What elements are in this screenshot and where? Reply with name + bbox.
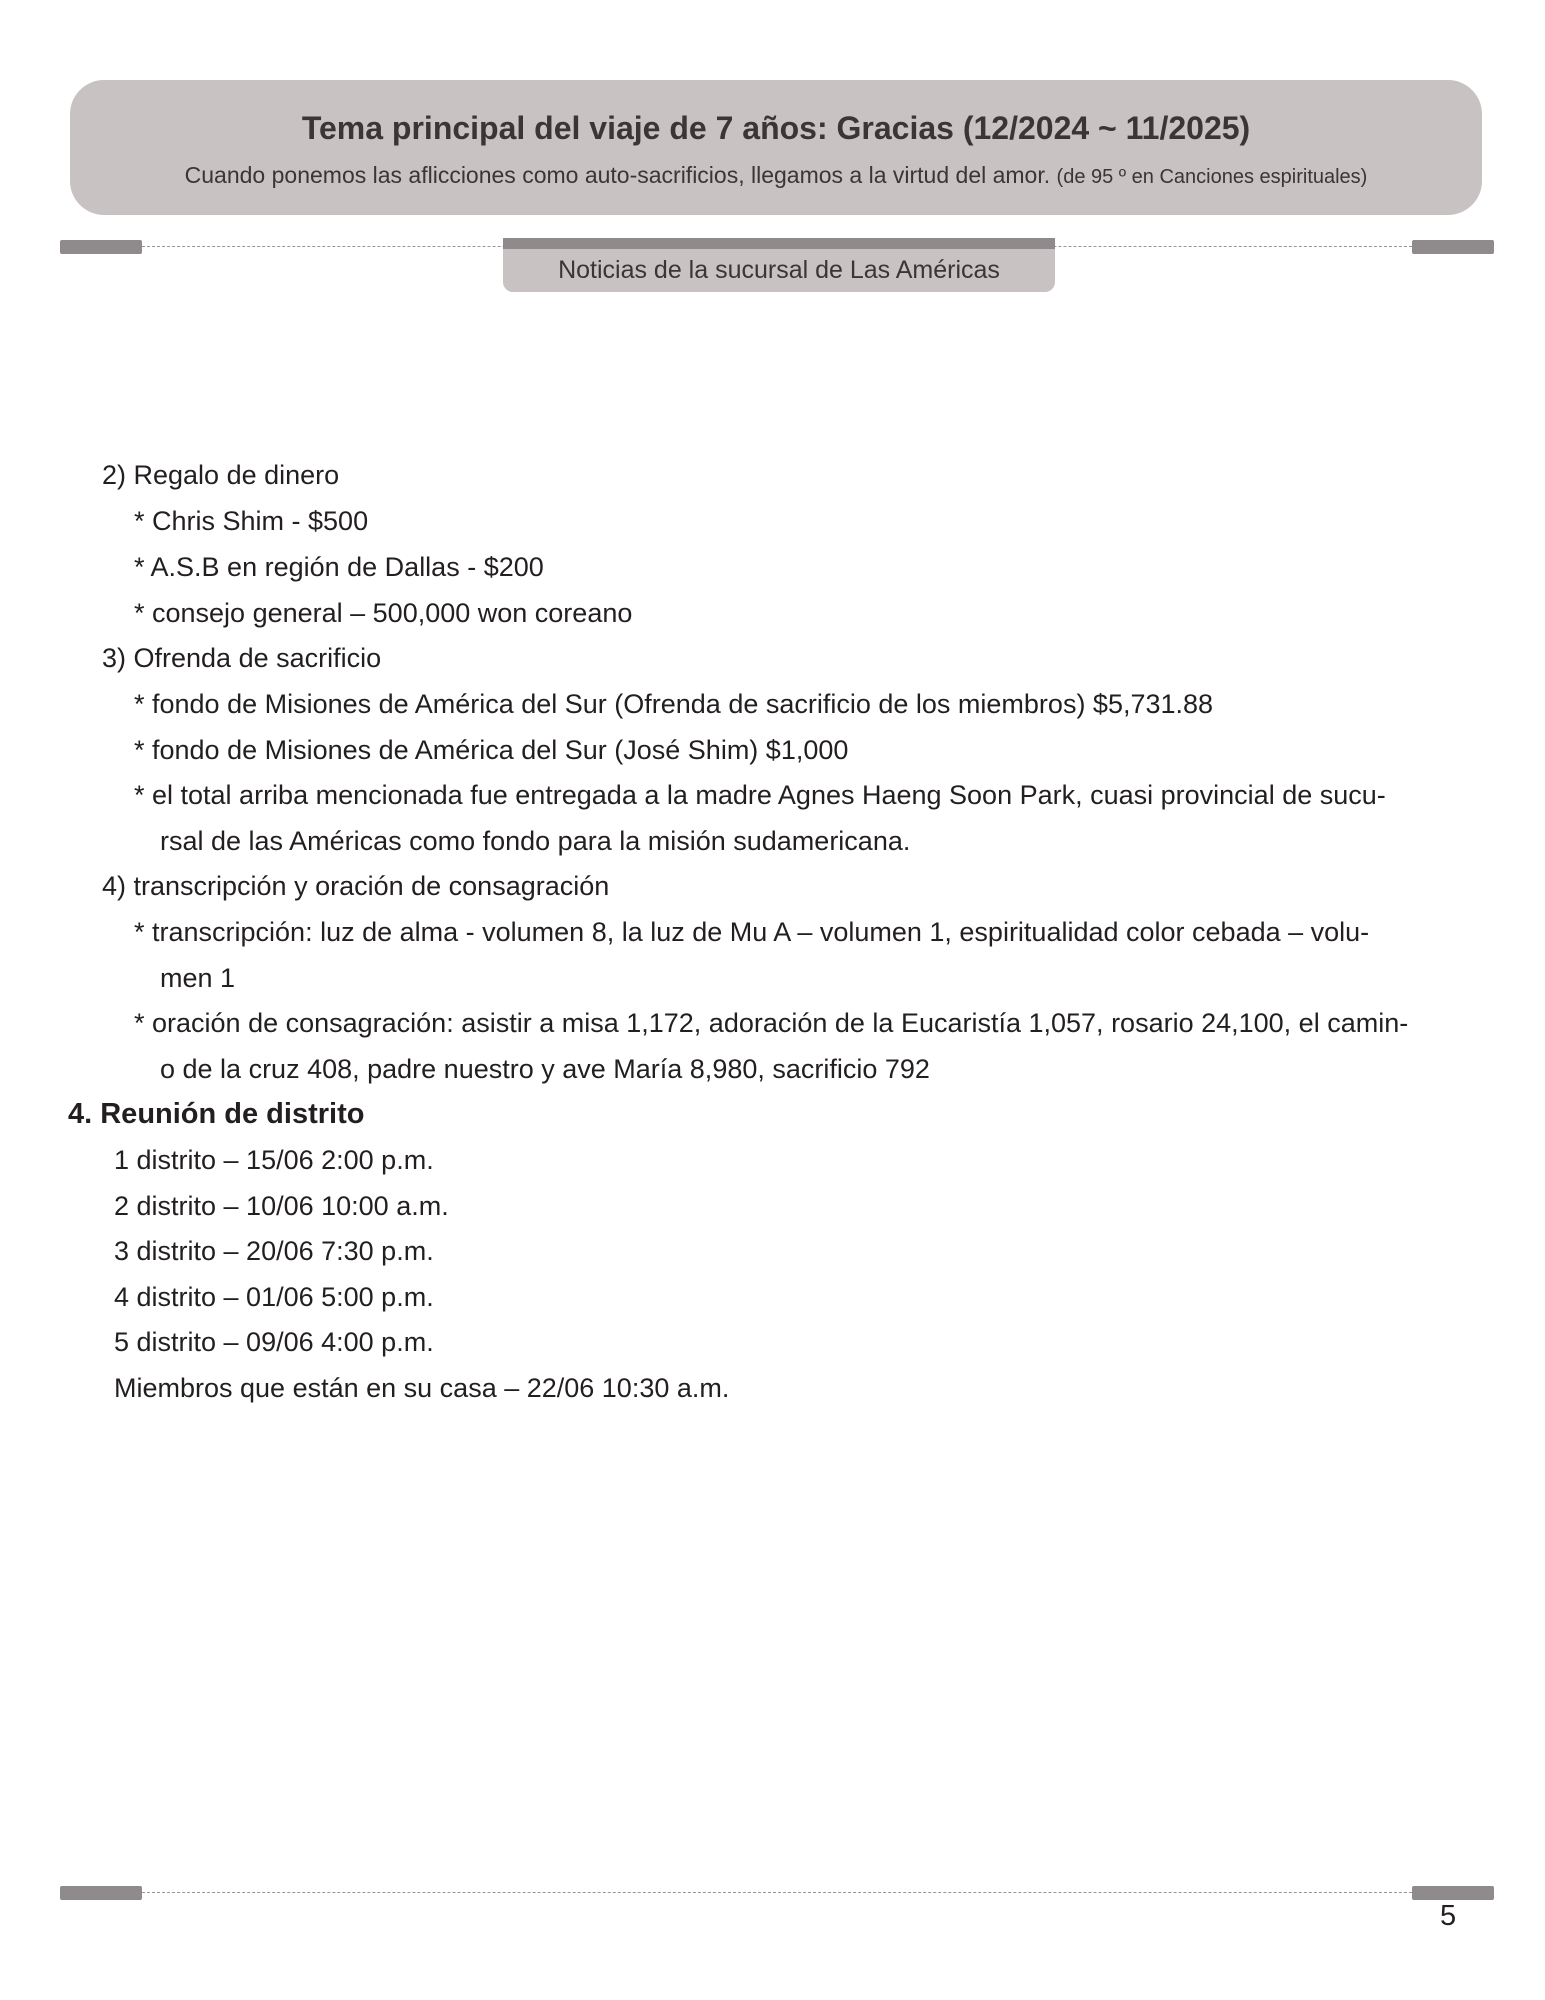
district-meeting-heading: 4. Reunión de distrito <box>68 1098 365 1130</box>
list-item: Miembros que están en su casa – 22/06 10:30 a.m. <box>114 1373 730 1403</box>
list-item: 2 distrito – 10/06 10:00 a.m. <box>114 1191 449 1221</box>
bottom-divider <box>142 1892 1412 1893</box>
list-item: 4 distrito – 01/06 5:00 p.m. <box>114 1282 434 1312</box>
header-title: Tema principal del viaje de 7 años: Gracias (12/2024 ~ 11/2025) <box>301 110 1251 146</box>
money-gifts-heading: 2) Regalo de dinero <box>102 460 340 490</box>
top-rule-left-cap <box>60 240 142 254</box>
bottom-rule-right-cap <box>1412 1886 1494 1900</box>
header-subtitle-main: Cuando ponemos las aflicciones como auto-sacrificios, llegamos a la virtud del amor. <box>184 162 1051 188</box>
list-item: * el total arriba mencionada fue entregada a la madre Agnes Haeng Soon Park, cuasi provincial de sucu- <box>134 780 1386 810</box>
list-item: 5 distrito – 09/06 4:00 p.m. <box>114 1327 434 1357</box>
page-number: 5 <box>1440 1900 1457 1932</box>
list-item: * A.S.B en región de Dallas - $200 <box>134 552 544 582</box>
transcription-heading: 4) transcripción y oración de consagración <box>102 871 610 901</box>
list-item: * Chris Shim - $500 <box>134 506 369 536</box>
list-item-continuation: men 1 <box>160 963 236 993</box>
list-item: 1 distrito – 15/06 2:00 p.m. <box>114 1145 434 1175</box>
list-item: * fondo de Misiones de América del Sur (Ofrenda de sacrificio de los miembros) $5,731.88 <box>134 689 1214 719</box>
bottom-rule-left-cap <box>60 1886 142 1900</box>
list-item: * oración de consagración: asistir a misa 1,172, adoración de la Eucaristía 1,057, rosario 24,100, el camin- <box>134 1008 1409 1038</box>
list-item: * consejo general – 500,000 won coreano <box>134 598 633 628</box>
list-item: * transcripción: luz de alma - volumen 8, la luz de Mu A – volumen 1, espiritualidad color cebada – volu- <box>134 917 1370 947</box>
list-item-continuation: rsal de las Américas como fondo para la misión sudamericana. <box>160 826 911 856</box>
list-item: * fondo de Misiones de América del Sur (José Shim) $1,000 <box>134 735 849 765</box>
top-rule-right-cap <box>1412 240 1494 254</box>
list-item: 3 distrito – 20/06 7:30 p.m. <box>114 1236 434 1266</box>
list-item-continuation: o de la cruz 408, padre nuestro y ave María 8,980, sacrificio 792 <box>160 1054 930 1084</box>
section-tab <box>503 238 1055 292</box>
sacrifice-offering-heading: 3) Ofrenda de sacrificio <box>102 643 382 673</box>
header-subtitle <box>70 162 1482 189</box>
section-tab-label: Noticias de la sucursal de Las Américas <box>558 256 1000 284</box>
header-subtitle-ref: (de 95 º en Canciones espirituales) <box>1056 166 1368 188</box>
header-banner <box>70 80 1482 215</box>
